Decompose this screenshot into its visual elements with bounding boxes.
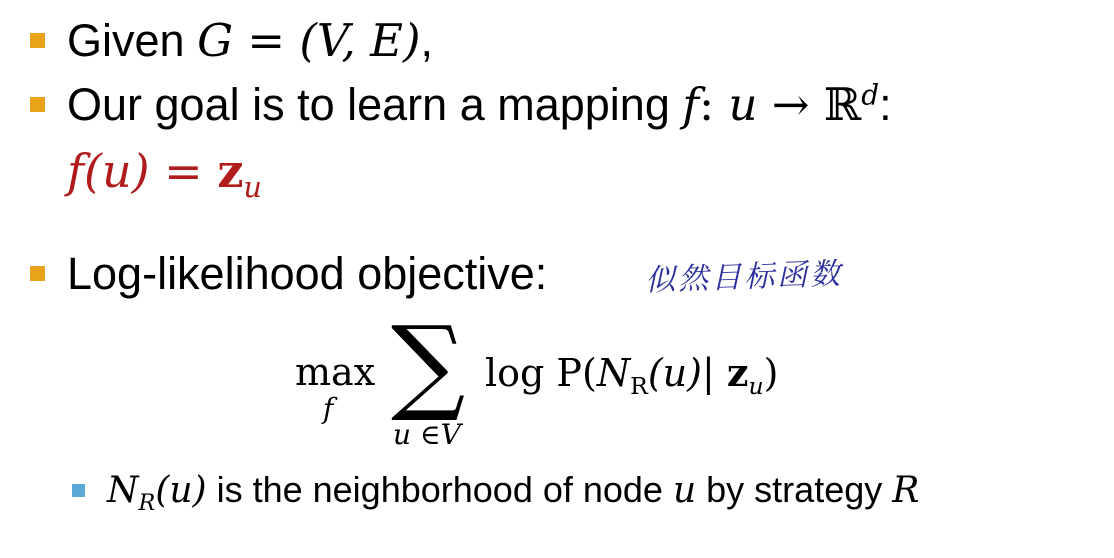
neighborhood-N-sub: R: [138, 489, 156, 516]
sub-bullet-text: [107, 469, 920, 516]
objective-formula: [295, 303, 855, 455]
mapping-arrow: →: [757, 78, 824, 131]
bullet-text: [67, 14, 434, 67]
formula-close: ): [763, 351, 779, 395]
mapping-dim: d: [861, 78, 880, 112]
bullet-square-icon: [30, 266, 45, 281]
bullet-square-icon: [30, 33, 45, 48]
formula-log: log P(: [485, 351, 597, 395]
neighborhood-N: N: [107, 470, 139, 511]
formula-mid: (u)|: [647, 351, 727, 395]
bullet-given-graph: [30, 14, 434, 67]
bullet-log-likelihood: [30, 248, 548, 299]
graph-math: G = (V, E): [197, 14, 421, 67]
embedding-equation: [67, 144, 262, 204]
sub-bullet-neighborhood: [72, 469, 920, 516]
goal-suffix: :: [879, 79, 892, 130]
formula-sigma-sub: u ∈V: [393, 418, 461, 451]
neighborhood-text2: by strategy: [696, 469, 893, 510]
mapping-reals: ℝ: [823, 78, 862, 131]
formula-max-sub: f: [323, 392, 334, 425]
handwritten-note: 似然目标函数: [644, 256, 844, 299]
bullet-text: [67, 78, 892, 131]
mapping-colon: :: [699, 78, 729, 131]
neighborhood-u-paren: (u): [155, 470, 207, 511]
neighborhood-u: u: [672, 470, 697, 511]
formula-max: max: [295, 350, 376, 394]
bullet-goal-mapping: [30, 78, 892, 131]
bullet-text: Log-likelihood objective:: [67, 248, 548, 299]
formula-sigma-icon: ∑: [391, 303, 466, 425]
sub-bullet-square-icon: [72, 484, 85, 497]
neighborhood-R: R: [892, 470, 920, 511]
formula-z: z: [726, 350, 749, 395]
embedding-z: z: [217, 144, 244, 198]
mapping-f: f: [682, 78, 700, 131]
bullet-square-icon: [30, 97, 45, 112]
formula-N: N: [596, 351, 631, 395]
neighborhood-text: is the neighborhood of node: [206, 469, 673, 510]
formula-N-sub: R: [630, 372, 648, 401]
given-suffix: ,: [420, 15, 434, 66]
mapping-u: u: [728, 78, 758, 131]
embedding-sub: u: [243, 170, 262, 204]
formula-body: [485, 350, 779, 401]
formula-z-sub: u: [748, 372, 764, 401]
given-label: Given: [67, 15, 198, 66]
goal-label: Our goal is to learn a mapping: [67, 79, 683, 130]
embedding-lhs: f(u) =: [67, 144, 218, 198]
